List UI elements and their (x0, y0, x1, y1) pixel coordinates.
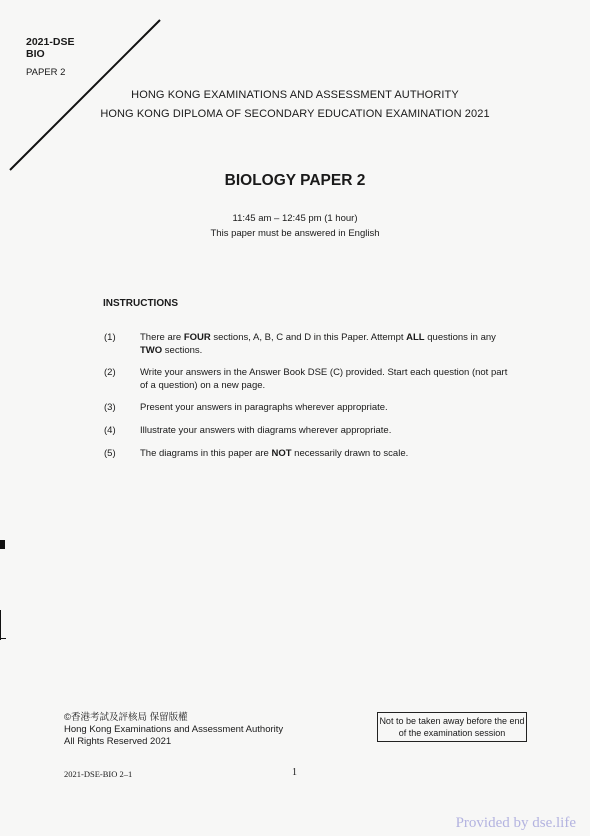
paper-label: PAPER 2 (26, 67, 66, 78)
instruction-fragment: necessarily drawn to scale. (291, 448, 409, 459)
instruction-fragment: The diagrams in this paper are (140, 448, 272, 459)
page-number: 1 (292, 767, 297, 778)
instruction-fragment: There are (140, 332, 184, 343)
emphasis-word: ALL (406, 332, 425, 343)
instruction-fragment: sections. (162, 344, 203, 356)
page-code: 2021-DSE-BIO 2–1 (64, 769, 133, 779)
emphasis-word: NOT (271, 448, 292, 459)
instruction-number: (3) (104, 402, 116, 413)
exam-session-notice: Not to be taken away before the end of the examination session (377, 712, 527, 742)
instruction-text (140, 425, 510, 438)
emphasis-word: FOUR (183, 332, 211, 343)
instruction-fragment: Present your answers in paragraphs wherever appropriate. (140, 402, 388, 413)
instruction-fragment: questions in any (424, 332, 496, 343)
page-title: BIOLOGY PAPER 2 (224, 172, 366, 189)
instruction-text (140, 367, 510, 392)
exam-heading: HONG KONG DIPLOMA OF SECONDARY EDUCATION EXAMINATION 2021 (100, 108, 490, 120)
authority-heading: HONG KONG EXAMINATIONS AND ASSESSMENT AUTHORITY (131, 89, 459, 101)
subject-abbrev: BIO (26, 48, 45, 60)
instruction-text (140, 332, 510, 357)
instruction-number: (5) (104, 448, 116, 459)
copyright-chinese: ©香港考試及評核局 保留版權 (64, 712, 188, 723)
exam-time: 11:45 am – 12:45 pm (1 hour) (232, 213, 358, 224)
instruction-number: (2) (104, 367, 116, 378)
emphasis-word: TWO (140, 344, 163, 356)
language-note: This paper must be answered in English (210, 228, 380, 239)
instruction-fragment: Write your answers in the Answer Book DSE (C) provided. Start each question (not part of a question) on a new page. (140, 367, 508, 391)
watermark-link[interactable]: Provided by dse.life (455, 815, 576, 831)
instruction-number: (1) (104, 332, 116, 343)
scan-margin-mark (0, 540, 5, 549)
instruction-fragment: sections, A, B, C and D in this Paper. Attempt (210, 332, 407, 343)
rights-reserved: All Rights Reserved 2021 (64, 736, 172, 747)
instruction-fragment: Illustrate your answers with diagrams wherever appropriate. (140, 425, 392, 436)
copyright-english: Hong Kong Examinations and Assessment Authority (64, 724, 284, 735)
instructions-heading: INSTRUCTIONS (103, 298, 178, 309)
instruction-number: (4) (104, 425, 116, 436)
subject-code: 2021-DSE (26, 36, 75, 48)
scan-margin-mark (0, 610, 1, 640)
instruction-text (140, 402, 510, 415)
instruction-text (140, 448, 510, 461)
